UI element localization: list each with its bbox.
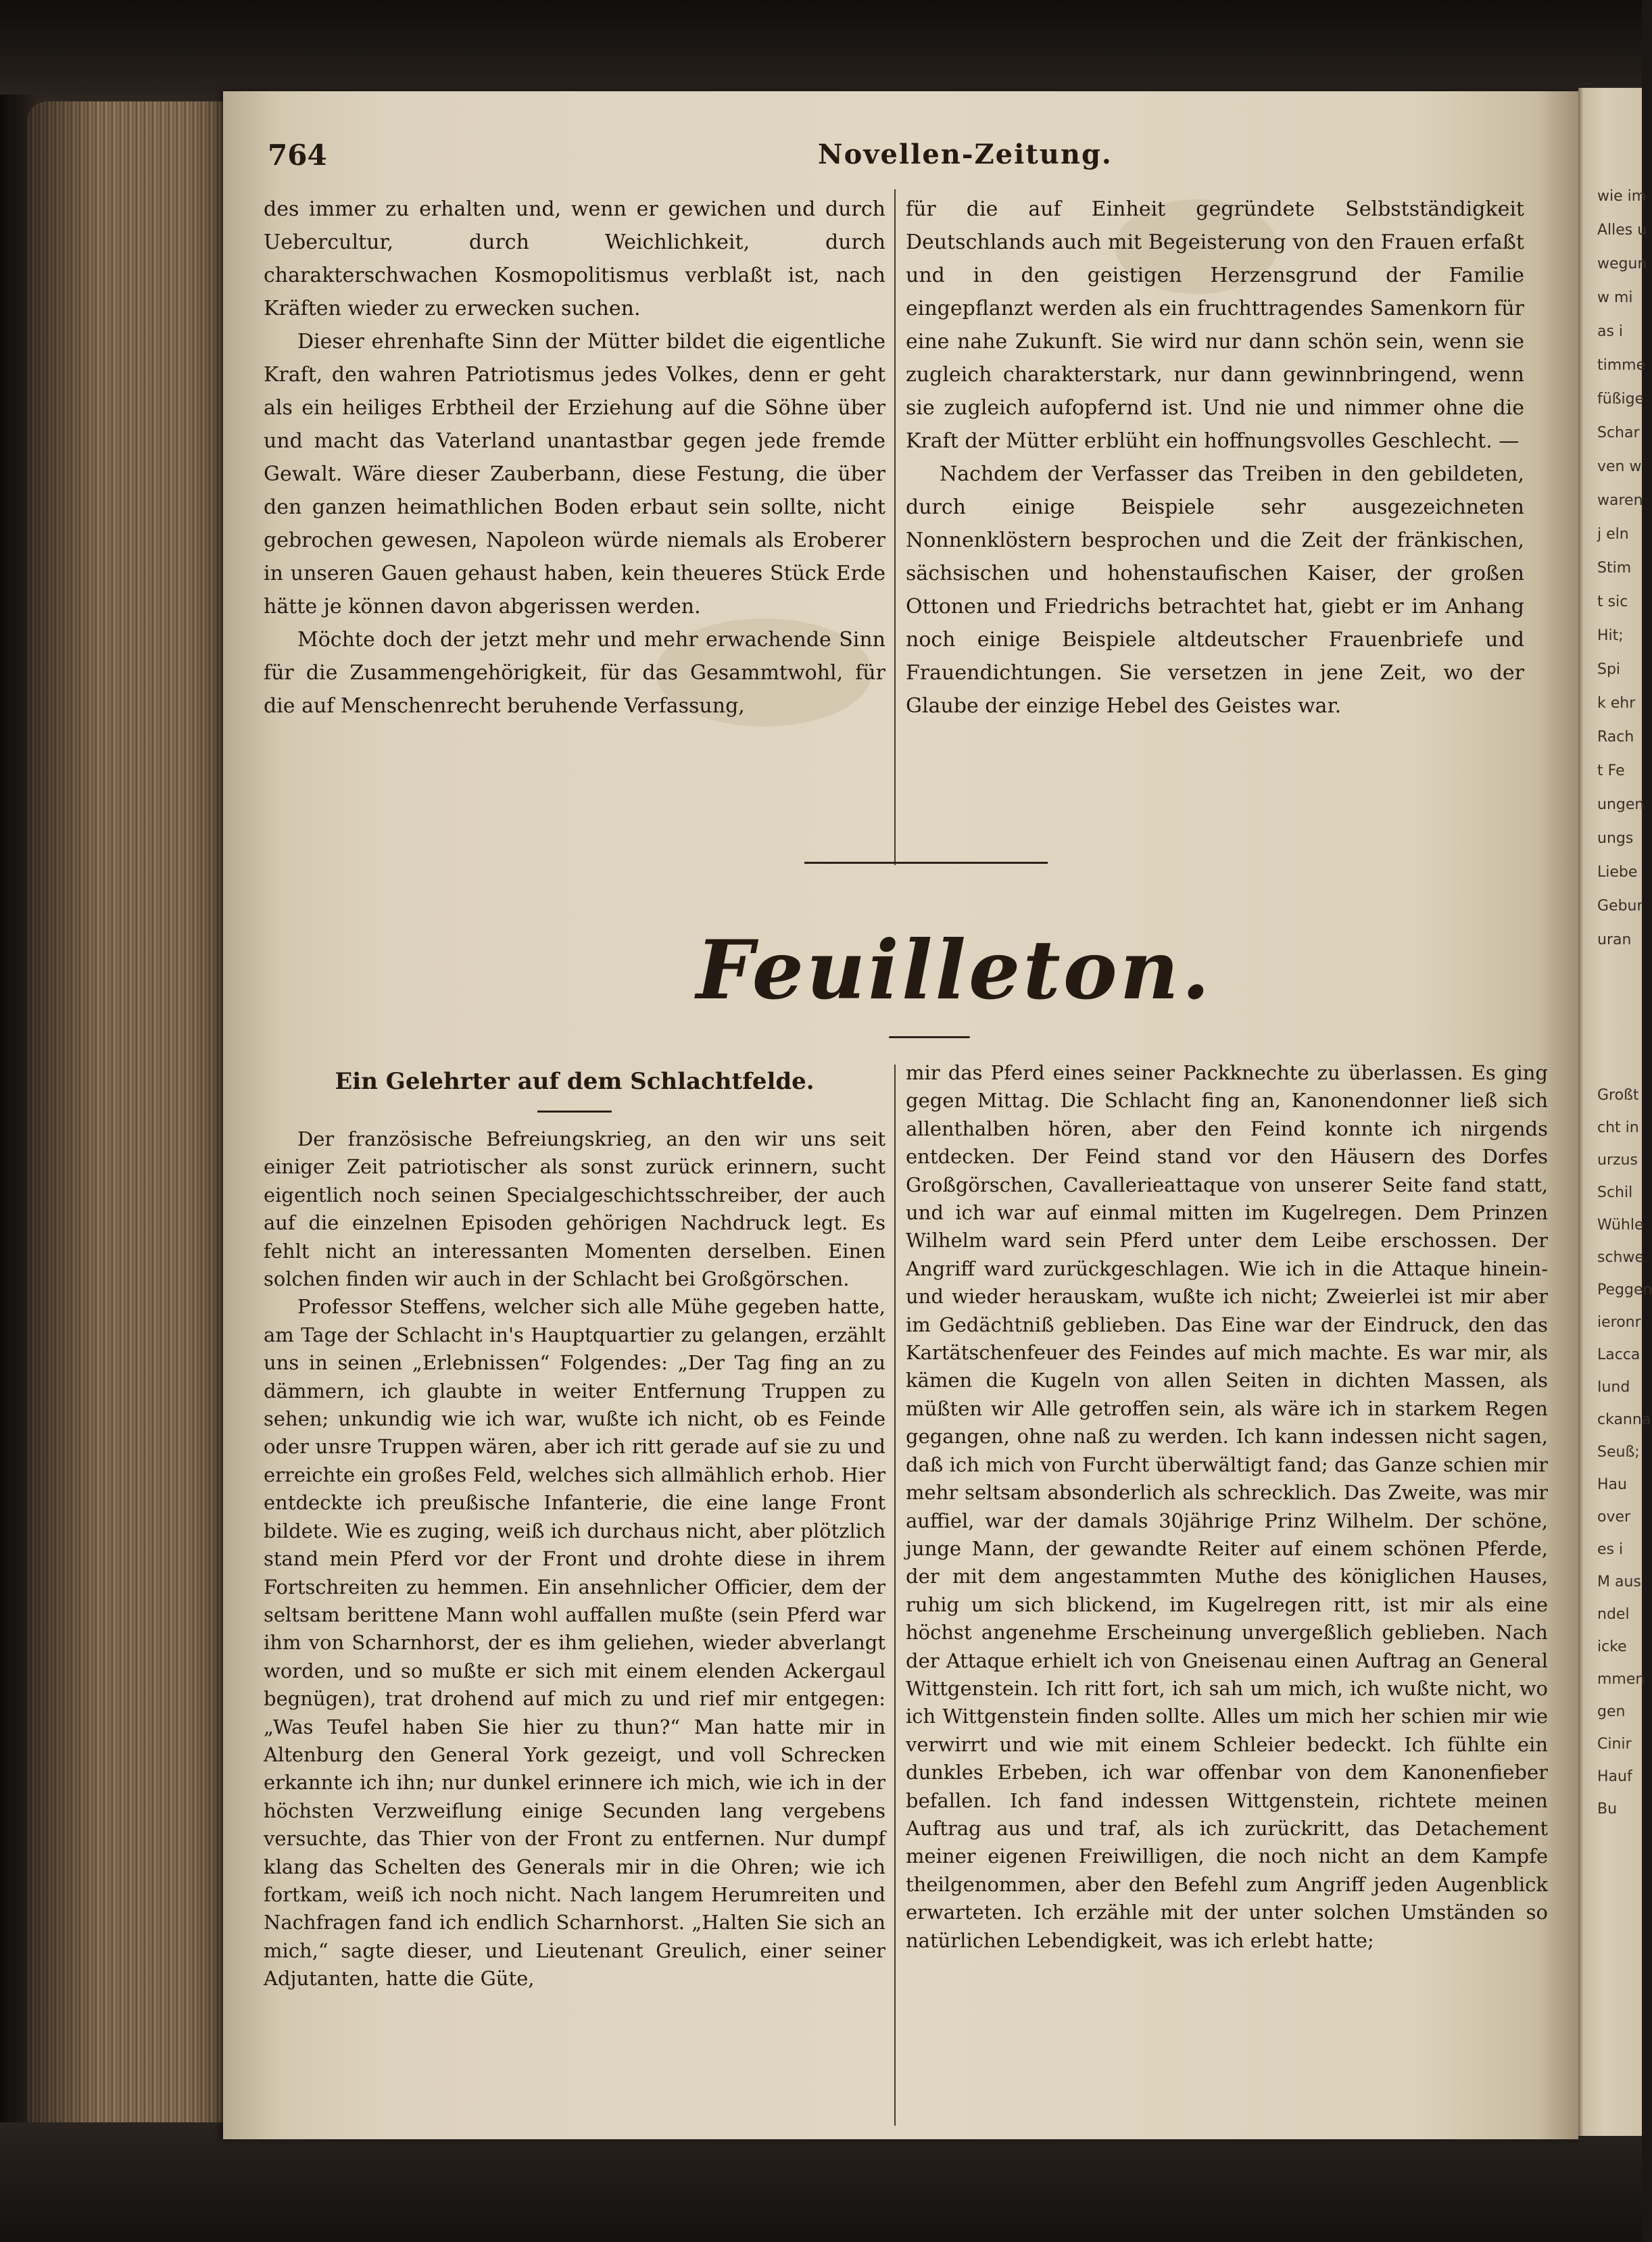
article-title-rule — [537, 1111, 612, 1113]
upper-left-column — [264, 193, 885, 723]
column-rule — [894, 1065, 896, 2126]
adjacent-page-fragment: Hau — [1597, 1476, 1627, 1493]
adjacent-page-fragment: Iund — [1597, 1379, 1630, 1396]
paragraph: Dieser ehrenhafte Sinn der Mütter bildet die eigentliche Kraft, den wahren Patriotismus jedes Volkes, denn er geht als ein heiliges Erbtheil der Erziehung auf die Söhne über und macht das Vaterland unantastbar gegen jede fremde Gewalt. Wäre dieser Zauberbann, diese Festung, die über den ganzen heimathlichen Boden erbaut sein sollte, nicht gebrochen gewesen, Napoleon würde niemals als Eroberer in unseren Gauen gehaust haben, kein theueres Stück Erde hätte je können davon abgerissen werden. — [264, 330, 885, 618]
adjacent-page-fragment: w mi — [1597, 289, 1633, 306]
adjacent-page-fragment: j eln — [1597, 526, 1629, 543]
adjacent-page-fragment: Hauf — [1597, 1768, 1632, 1785]
adjacent-page-fragment: ungen — [1597, 796, 1645, 813]
paragraph: des immer zu erhalten und, wenn er gewichen und durch Uebercultur, durch Weichlichkeit, durch charakterschwachen Kosmopolitismus verblaßt ist, nach Kräften wieder zu erwecken suchen. — [264, 197, 885, 320]
feuilleton-right-column — [906, 1059, 1548, 1955]
adjacent-page-fragment: wie im — [1597, 188, 1647, 205]
column-rule — [894, 189, 896, 865]
section-title: Feuilleton. — [696, 923, 1213, 1018]
adjacent-page-fragment: füßige — [1597, 391, 1645, 408]
adjacent-page-fragment: Großt — [1597, 1087, 1639, 1104]
book-page — [223, 91, 1578, 2139]
adjacent-page-fragment: Schil — [1597, 1184, 1633, 1201]
adjacent-page-fragment: over — [1597, 1509, 1631, 1526]
adjacent-page-fragment: Lacca — [1597, 1346, 1641, 1363]
adjacent-page-fragment: t Fe — [1597, 762, 1625, 779]
adjacent-page-fragment: Wühle — [1597, 1217, 1644, 1234]
adjacent-page-fragment: icke — [1597, 1638, 1627, 1655]
book-cover-top — [0, 0, 1642, 101]
adjacent-page-fragment: ckanna — [1597, 1411, 1651, 1428]
adjacent-page-fragment: t sic — [1597, 593, 1628, 610]
paragraph: Professor Steffens, welcher sich alle Mühe gegeben hatte, am Tage der Schlacht in's Hauptquartier zu gelangen, erzählt uns in seinen „Erlebnissen“ Folgendes: „Der Tag fing an zu dämmern, ich glaubte in weiter Entfernung Truppen zu sehen; unkundig wie ich war, wußte ich nicht, ob es Feinde oder unsre Truppen wären, aber ich ritt gerade auf sie zu und erreichte ein großes Feld, welches sich allmählich erhob. Hier entdeckte ich preußische Infanterie, die eine lange Front bildete. Wie es zuging, weiß ich durchaus nicht, aber plötzlich stand mein Pferd vor der Front und drohte diese in ihrem Fortschreiten zu hemmen. Ein ansehnlicher Officier, dem der seltsam berittene Mann wohl auffallen mußte (sein Pferd war ihm von Scharnhorst, der es ihm geliehen, wieder abverlangt worden, und so mußte er sich mit einem elenden Ackergaul begnügen), trat drohend auf mich zu und rief mir entgegen: „Was Teufel haben Sie hier zu thun?“ Man hatte mir in Altenburg den General York gezeigt, und voll Schrecken erkannte ich ihn; nur dunkel erinnere ich mich, wie ich in der höchsten Verzweiflung einige Secunden lang vergebens versuchte, das Thier von der Front zu entfernen. Nur dumpf klang das Schelten des Generals mir in die Ohren; wie ich fortkam, weiß ich noch nicht. Nach langem Herumreiten und Nachfragen fand ich endlich Scharnhorst. „Halten Sie sich an mich,“ sagte dieser, und Lieutenant Greulich, einer seiner Adjutanten, hatte die Güte, — [264, 1295, 885, 1991]
adjacent-page-fragment: ndel — [1597, 1606, 1630, 1623]
adjacent-page-fragment: gen — [1597, 1703, 1626, 1720]
adjacent-page-fragment: Bu — [1597, 1801, 1618, 1818]
adjacent-page-fragment: as i — [1597, 323, 1624, 340]
adjacent-page-fragment: cht in — [1597, 1119, 1639, 1136]
adjacent-page-fragment: M aus — [1597, 1574, 1641, 1590]
adjacent-page-fragment: Alles u — [1597, 222, 1647, 239]
paragraph: für die auf Einheit gegründete Selbstständigkeit Deutschlands auch mit Begeisterung von den Frauen erfaßt und in den geistigen Herzensgrund der Familie eingepflanzt werden als ein fruchttragendes Samenkorn für eine nahe Zukunft. Sie wird nur dann schön sein, wenn sie zugleich charakterstark, nur dann gewinnbringend, wenn sie zugleich aufopfernd ist. Und nie und nimmer ohne die Kraft der Mütter erblüht ein hoffnungsvolles Geschlecht. — — [906, 197, 1524, 453]
paragraph: Möchte doch der jetzt mehr und mehr erwachende Sinn für die Zusammengehörigkeit, für das Gesammtwohl, für die auf Menschenrecht beruhende Verfassung, — [264, 628, 885, 718]
adjacent-page-fragment: Rach — [1597, 729, 1634, 746]
paragraph: Nachdem der Verfasser das Treiben in den gebildeten, durch einige Beispiele sehr ausgezeichneten Nonnenklöstern besprochen und die Zeit der fränkischen, sächsischen und hohenstaufischen Kaiser, der großen Ottonen und Friedrichs betrachtet hat, giebt er im Anhang noch einige Beispiele altdeutscher Frauenbriefe und Frauendichtungen. Sie versetzen in jene Zeit, wo der Glaube der einzige Hebel des Geistes war. — [906, 462, 1524, 718]
feuilleton-left-column — [264, 1125, 885, 1993]
adjacent-page-edge — [1578, 88, 1652, 2136]
paragraph: mir das Pferd eines seiner Packknechte zu überlassen. Es ging gegen Mittag. Die Schlacht fing an, Kanonendonner ließ sich allenthalben hören, aber den Feind konnte ich nirgends entdecken. Der Feind stand vor den Häusern des Dorfes Großgörschen, Cavallerieattaque von unserer Seite fand statt, und ich war auf einmal mitten im Kugelregen. Dem Prinzen Wilhelm ward sein Pferd unter dem Leibe erschossen. Der Angriff ward zurückgeschlagen. Wie ich in die Attaque hinein- und wieder herauskam, wußte ich nicht; Zweierlei ist mir aber im Gedächtniß geblieben. Das Eine war der Eindruck, den das Kartätschenfeuer des Feindes auf mich machte. Es war mir, als kämen die Kugeln von allen Seiten in dichten Massen, als müßten wir Alle getroffen sein, als wäre ich in starkem Regen gegangen, ohne naß zu werden. Ich kann indessen nicht sagen, daß ich mich von Furcht überwältigt fand; das Ganze schien mir mehr seltsam absonderlich als schrecklich. Das Zweite, was mir auffiel, war der damals 30jährige Prinz Wilhelm. Der schöne, junge Mann, der gewandte Reiter auf einem schönen Pferde, der mit dem angestammten Muthe des königlichen Hauses, ruhig um sich blickend, im Kugelregen ritt, ist mir als eine höchst angenehme Erscheinung unvergeßlich geblieben. Nach der Attaque erhielt ich von Gneisenau einen Auftrag an General Wittgenstein. Ich ritt fort, ich sah um mich, ich wußte nicht, wo ich Wittgenstein finden sollte. Alles um mich her schien mir wie verwirrt und wie mit einem Schleier bedeckt. Ich fühlte ein dunkles Erbeben, ich war offenbar von dem Kanonenfieber befallen. Ich fand indessen Wittgenstein, richtete meinen Auftrag aus und traf, als ich zurückritt, das Detachement meiner eigenen Freiwilligen, die noch nicht an dem Kampfe theilgenommen, aber den Befehl zum Angriff jeden Augenblick erwarteten. Ich erzähle mit der unter solchen Umständen so natürlichen Lebendigkeit, was ich erlebt hatte; — [906, 1061, 1548, 1952]
adjacent-page-fragment: schwe — [1597, 1249, 1645, 1266]
adjacent-page-fragment: ungs — [1597, 830, 1634, 847]
adjacent-page-fragment: urzus — [1597, 1152, 1638, 1169]
paragraph: Der französische Befreiungskrieg, an den wir uns seit einiger Zeit patriotischer als sonst zurück erinnern, sucht eigentlich noch seinen Specialgeschichtsschreiber, der auch auf die einzelnen Episoden gehörigen Nachdruck legt. Es fehlt nicht an interessanten Momenten derselben. Einen solchen finden wir auch in der Schlacht bei Großgörschen. — [264, 1127, 885, 1291]
adjacent-page-fragment: Gebur — [1597, 898, 1643, 915]
adjacent-page-fragment: es i — [1597, 1541, 1624, 1558]
adjacent-page-fragment: k ehr — [1597, 695, 1636, 712]
adjacent-page-fragment: ieronr — [1597, 1314, 1641, 1331]
running-head: Novellen-Zeitung. — [818, 139, 1113, 170]
page-number: 764 — [268, 139, 327, 172]
adjacent-page-fragment: mmen — [1597, 1671, 1645, 1688]
article-title: Ein Gelehrter auf dem Schlachtfelde. — [335, 1068, 815, 1095]
adjacent-page-fragment: wegun — [1597, 255, 1647, 272]
title-ornament — [889, 1036, 970, 1038]
adjacent-page-fragment: Stim — [1597, 560, 1632, 577]
adjacent-page-fragment: Hit; — [1597, 627, 1624, 644]
adjacent-page-fragment: uran — [1597, 931, 1632, 948]
adjacent-page-fragment: Schar — [1597, 424, 1640, 441]
adjacent-page-fragment: Spi — [1597, 661, 1621, 678]
adjacent-page-fragment: ven w — [1597, 458, 1642, 475]
adjacent-page-fragment: Liebe — [1597, 864, 1638, 881]
adjacent-page-fragment: Seuß; — [1597, 1444, 1640, 1461]
upper-right-column — [906, 193, 1524, 723]
book-cover-bottom — [0, 2122, 1642, 2242]
adjacent-page-fragment: waren — [1597, 492, 1643, 509]
section-divider — [804, 862, 1048, 864]
adjacent-page-fragment: Peggen — [1597, 1282, 1652, 1298]
adjacent-page-fragment: Cinir — [1597, 1736, 1632, 1753]
adjacent-page-fragment: timme — [1597, 357, 1646, 374]
